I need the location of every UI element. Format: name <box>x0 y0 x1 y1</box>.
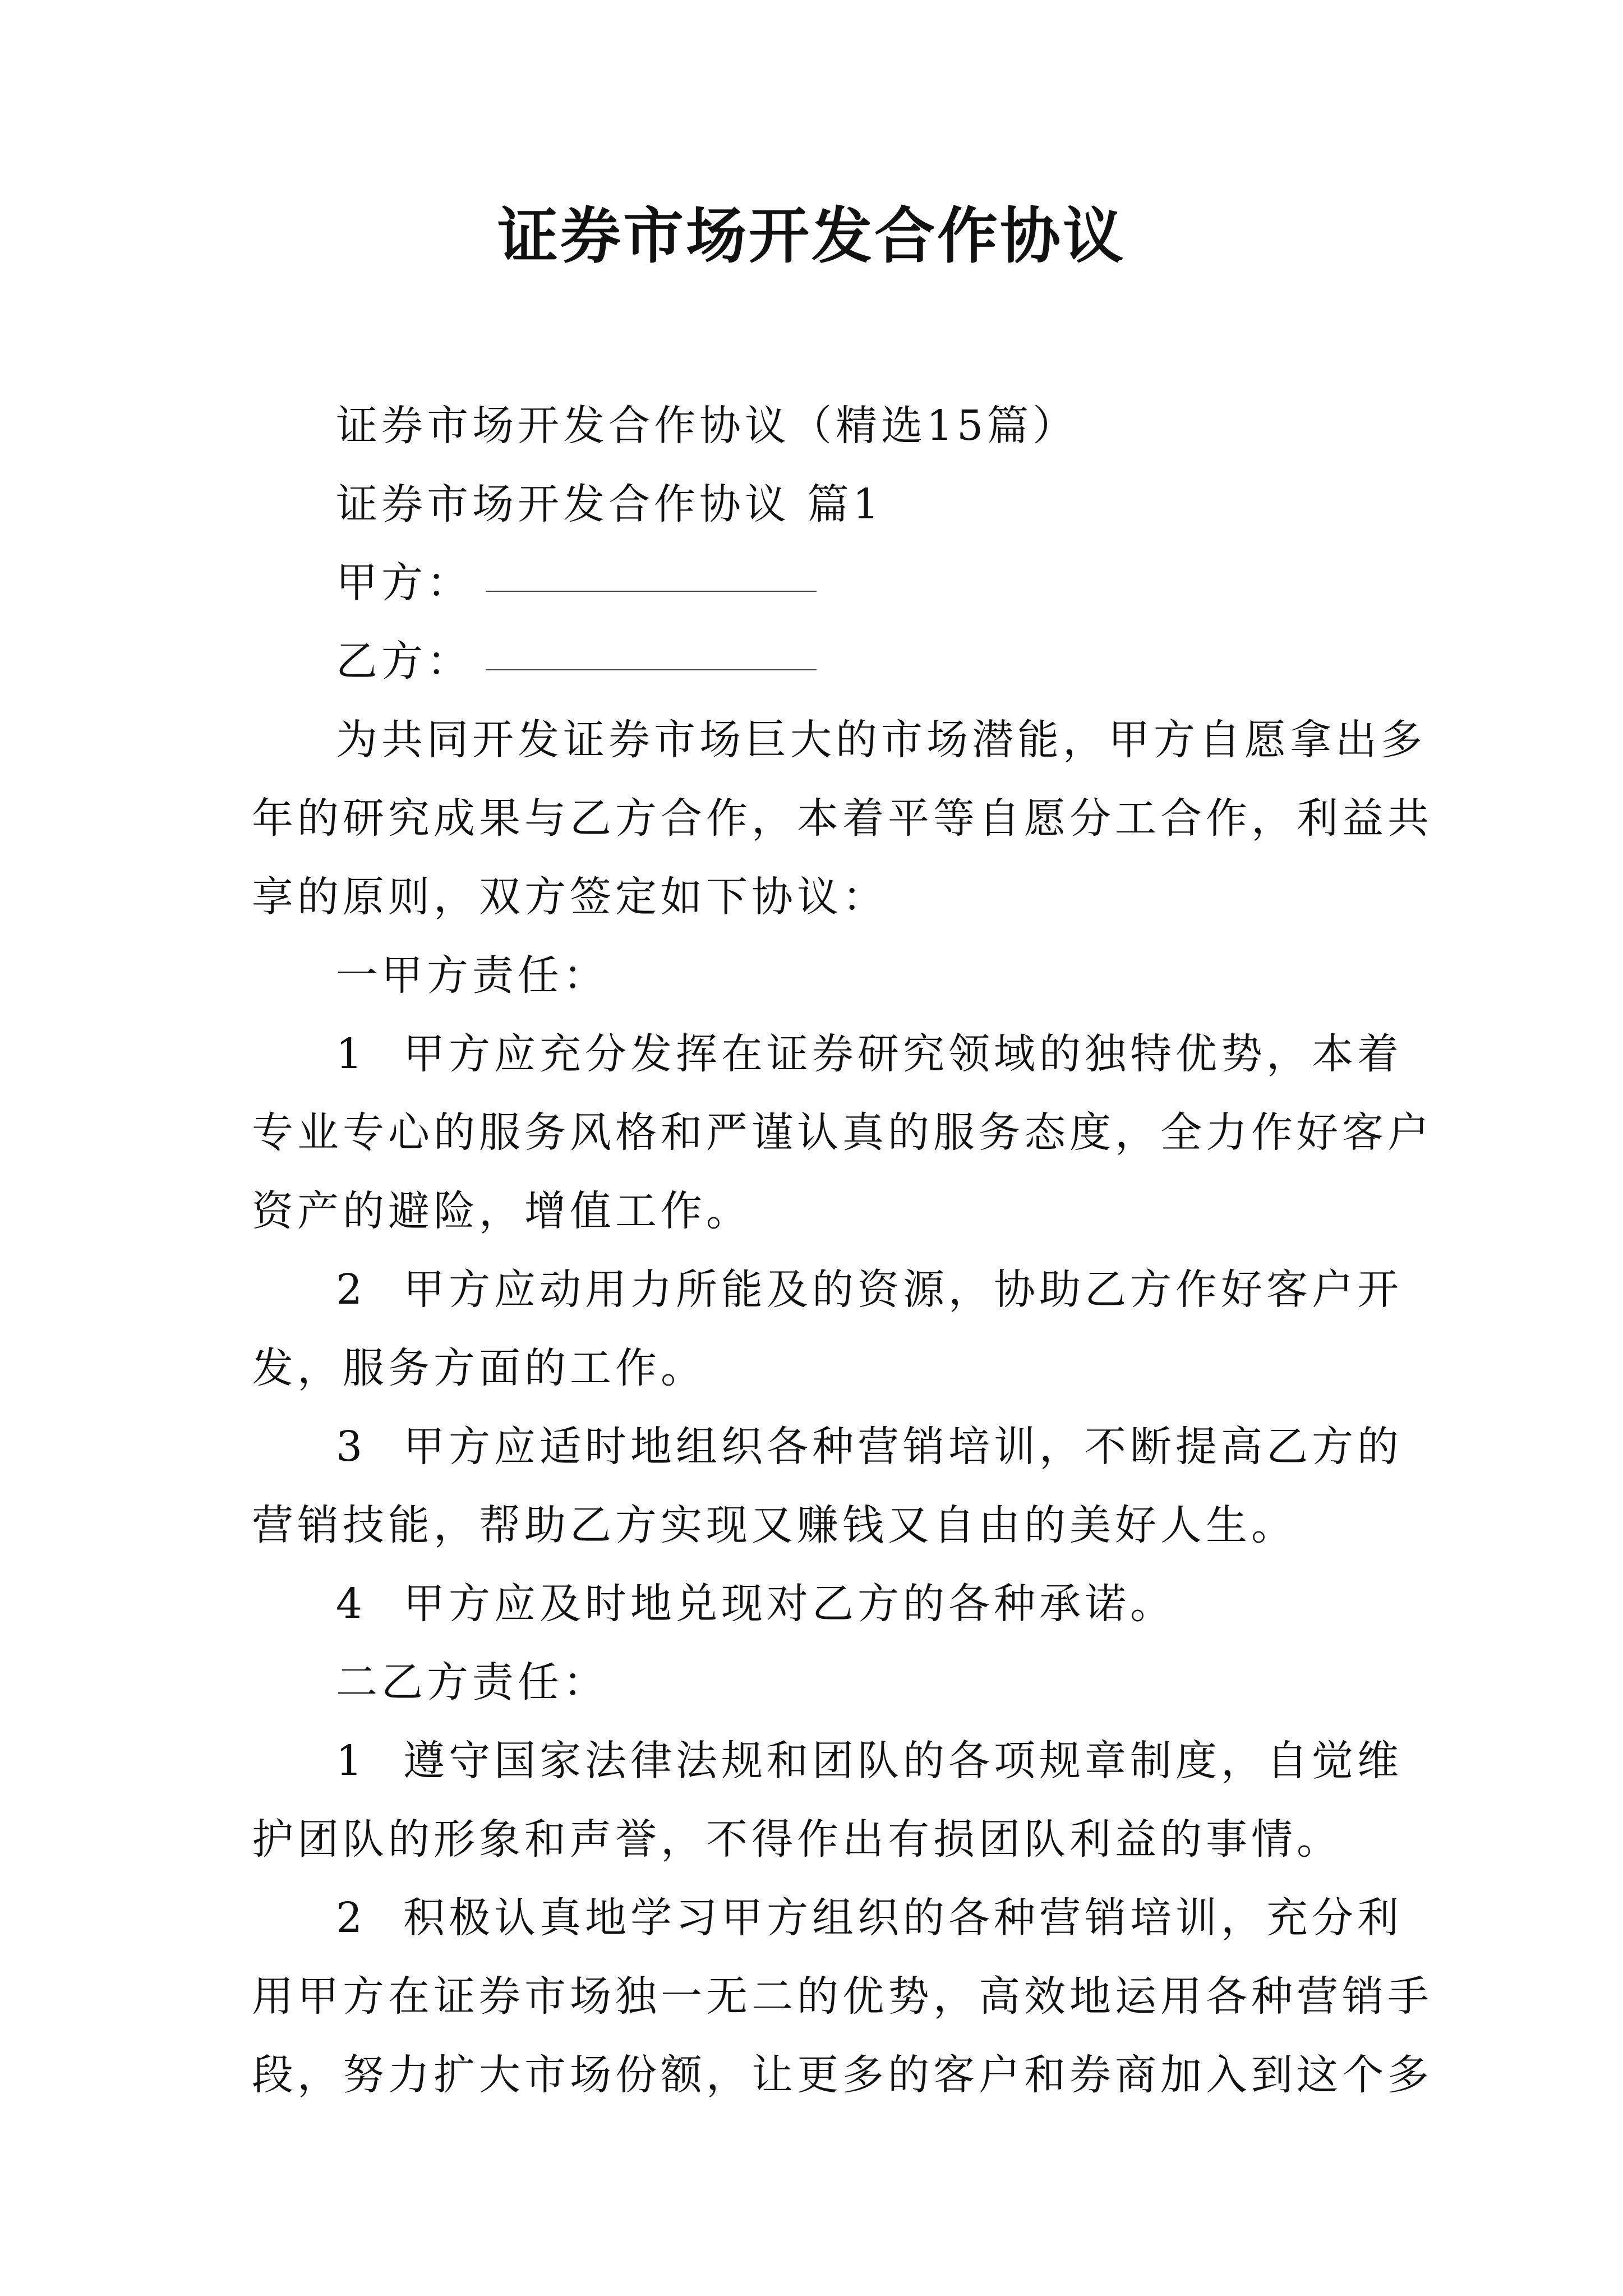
clause-text: 遵守国家法律法规和团队的各项规章制度，自觉维 <box>403 1737 1403 1785</box>
clause-text: 甲方应适时地组织各种营销培训，不断提高乙方的 <box>403 1423 1403 1471</box>
party-a-label: 甲方： <box>336 559 472 607</box>
clause-b1-line <box>252 1722 1403 1800</box>
clause-a1-continuation: 专业专心的服务风格和严谨认真的服务态度，全力作好客户 <box>252 1108 1433 1157</box>
clause-a2-line <box>252 1250 1403 1329</box>
section-heading: 证券市场开发合作协议 篇1 <box>336 480 883 528</box>
party-b-line <box>252 622 1388 701</box>
document-subtitle: 证券市场开发合作协议（精选15篇） <box>336 402 1078 450</box>
clause-b2-line <box>252 1879 1403 1957</box>
clause-number: 1 <box>336 1737 367 1785</box>
document-title: 证券市场开发合作协议 <box>497 201 1126 272</box>
clause-number: 2 <box>336 1894 367 1942</box>
clause-number: 4 <box>336 1580 367 1628</box>
intro-line: 为共同开发证券市场巨大的市场潜能，甲方自愿拿出多 <box>336 716 1426 764</box>
clause-number: 3 <box>336 1423 367 1471</box>
clause-a1-line <box>252 1015 1403 1093</box>
document-body <box>252 386 1433 2114</box>
clause-a3-continuation: 营销技能，帮助乙方实现又赚钱又自由的美好人生。 <box>252 1501 1297 1549</box>
clause-a1-continuation: 资产的避险，增值工作。 <box>252 1187 751 1235</box>
clause-number: 2 <box>336 1266 367 1314</box>
party-b-blank <box>486 622 817 670</box>
clause-a4-line <box>252 1565 1388 1643</box>
clause-text: 甲方应充分发挥在证券研究领域的独特优势，本着 <box>403 1030 1403 1078</box>
clause-number: 1 <box>336 1030 367 1078</box>
intro-line: 年的研究成果与乙方合作，本着平等自愿分工合作，利益共 <box>252 794 1433 843</box>
clause-a2-continuation: 发，服务方面的工作。 <box>252 1344 706 1392</box>
party-b-heading: 二乙方责任： <box>336 1658 608 1706</box>
party-a-line <box>252 544 1388 622</box>
clause-b2-continuation: 段，努力扩大市场份额，让更多的客户和券商加入到这个多 <box>252 2051 1433 2099</box>
clause-text: 积极认真地学习甲方组织的各种营销培训，充分利 <box>403 1894 1403 1942</box>
party-a-blank <box>486 544 817 592</box>
clause-a3-line <box>252 1407 1403 1486</box>
party-a-heading: 一甲方责任： <box>336 951 608 1000</box>
clause-b2-continuation: 用甲方在证券市场独一无二的优势，高效地运用各种营销手 <box>252 1972 1433 2021</box>
clause-text: 甲方应及时地兑现对乙方的各种承诺。 <box>403 1580 1175 1628</box>
clause-text: 甲方应动用力所能及的资源，协助乙方作好客户开 <box>403 1266 1403 1314</box>
party-b-label: 乙方： <box>336 637 472 685</box>
intro-line: 享的原则，双方签定如下协议： <box>252 873 888 921</box>
clause-b1-continuation: 护团队的形象和声誉，不得作出有损团队利益的事情。 <box>252 1815 1342 1864</box>
